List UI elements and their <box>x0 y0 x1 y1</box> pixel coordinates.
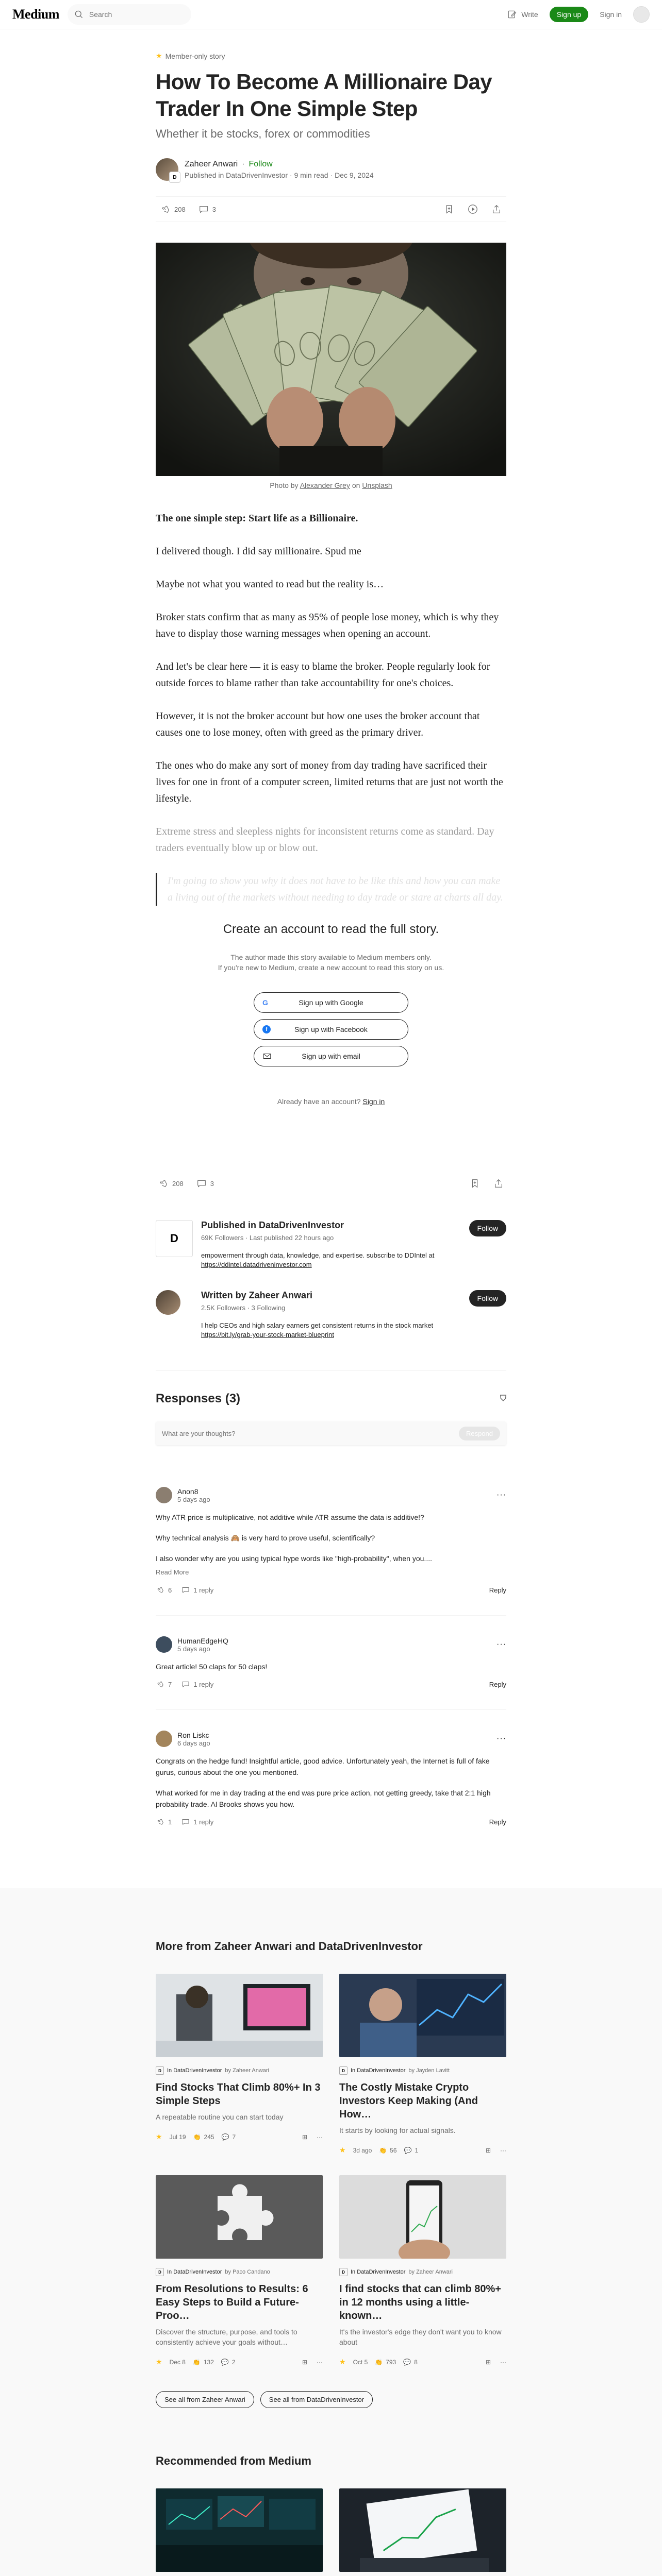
bookmark-icon[interactable]: ⊞ <box>485 2358 491 2366</box>
money-fan-photo <box>156 243 506 476</box>
clap-icon <box>156 1817 165 1826</box>
comment-line: Great article! 50 claps for 50 claps! <box>156 1663 268 1671</box>
card-clap-count: 56 <box>390 2146 397 2154</box>
card-comment-count: 8 <box>414 2358 418 2366</box>
search-icon <box>74 9 84 20</box>
blockquote: I'm going to show you why it does not have to be like this and how you can make a living out of the markets without needing to day trade or stare at charts all day. <box>156 873 506 906</box>
more-options-icon[interactable]: ··· <box>317 2358 323 2366</box>
comment-text <box>156 1755 506 1810</box>
phone-chart-photo <box>339 2175 506 2259</box>
story-thumbnail[interactable] <box>339 2488 506 2572</box>
card-claps <box>375 2359 396 2366</box>
story-card[interactable] <box>156 2488 323 2576</box>
comment-reply-count: 1 reply <box>193 1818 214 1826</box>
bookmark-icon[interactable] <box>469 1178 481 1189</box>
follow-writer-button[interactable]: Follow <box>469 1290 506 1307</box>
google-signup-label: Sign up with Google <box>299 998 363 1007</box>
puzzle-photo <box>156 2175 323 2259</box>
commenter-name[interactable]: Ron Liskc <box>177 1731 209 1739</box>
article-subtitle: Whether it be stocks, forex or commodities <box>156 127 370 140</box>
more-from-title: More from Zaheer Anwari and DataDrivenInvestor <box>156 1940 423 1953</box>
clap-button[interactable] <box>160 204 186 215</box>
article <box>156 29 506 1826</box>
write-button[interactable] <box>507 9 538 20</box>
article-action-bar <box>156 196 506 222</box>
clap-icon <box>158 1178 169 1189</box>
clap-icon <box>160 204 171 215</box>
paragraph: And let's be clear here — it is easy to blame the broker. People regularly look for outside forces to blame rather than take accountability for one's choices. <box>156 661 490 689</box>
comment-line: What worked for me in day trading at the end was pure price action, not getting greedy, take that 2:1 high probability trade. Al Brooks shows you how. <box>156 1789 491 1808</box>
see-all-publication-button[interactable]: See all from DataDrivenInvestor <box>260 2391 373 2408</box>
caption-prefix: Photo by <box>270 481 300 489</box>
clap-count: 208 <box>174 205 186 213</box>
comment-line: Why technical analysis 🙈 is very hard to prove useful, scientifically? <box>156 1534 375 1542</box>
respond-button[interactable]: Respond <box>459 1427 500 1440</box>
card-comment-count: 1 <box>415 2146 419 2154</box>
writer-name[interactable]: Written by Zaheer Anwari <box>201 1290 313 1300</box>
top-bar <box>0 0 662 29</box>
comment-replies-button[interactable] <box>181 1585 213 1595</box>
story-thumbnail[interactable] <box>156 2488 323 2572</box>
comment-replies-button[interactable] <box>181 1680 213 1689</box>
have-account-label: Already have an account? <box>277 1097 363 1106</box>
clap-icon <box>156 1585 165 1595</box>
comment-text <box>156 1512 506 1578</box>
responses-title: Responses (3) <box>156 1392 241 1405</box>
card-clap-count: 245 <box>204 2133 214 2141</box>
star-icon: ★ <box>156 2358 162 2366</box>
more-options-icon[interactable]: ··· <box>500 2358 506 2366</box>
card-date: Oct 5 <box>353 2358 368 2366</box>
email-icon <box>262 1052 272 1061</box>
story-thumbnail[interactable] <box>156 2175 323 2259</box>
card-subtitle: It's the investor's edge they don't want you to know about <box>339 2328 502 2346</box>
email-signup-button[interactable] <box>254 1046 408 1066</box>
card-publication[interactable]: In DataDrivenInvestor <box>351 2269 406 2275</box>
card-clap-count: 132 <box>203 2358 214 2366</box>
commenter-avatar[interactable] <box>156 1636 172 1653</box>
comment-date: 5 days ago <box>177 1495 210 1503</box>
paywall-title: Create an account to read the full story. <box>223 922 439 936</box>
card-author[interactable]: by Paco Candano <box>225 2269 270 2275</box>
star-icon: ★ <box>339 2358 346 2366</box>
writer-card <box>156 1290 506 1340</box>
story-thumbnail[interactable] <box>339 1974 506 2057</box>
star-icon: ★ <box>156 2132 162 2141</box>
clap-icon: 👏 <box>379 2146 387 2154</box>
image-caption <box>156 481 506 489</box>
bookmark-icon[interactable]: ⊞ <box>302 2358 307 2366</box>
response-count: 3 <box>212 205 216 213</box>
search-box[interactable] <box>68 4 191 25</box>
writer-desc <box>201 1321 461 1340</box>
card-title[interactable]: I find stocks that can climb 80%+ in 12 months using a little-known… <box>339 2283 501 2321</box>
responses-button[interactable] <box>198 204 216 215</box>
caption-source-link[interactable]: Unsplash <box>362 481 392 489</box>
publication-meta: 69K Followers · Last published 22 hours ago <box>201 1234 334 1242</box>
paywall-note-line: If you're new to Medium, create a new account to read this story on us. <box>218 963 444 972</box>
publication-icon: D <box>339 2268 347 2276</box>
caption-mid: on <box>350 481 362 489</box>
member-only-label <box>156 52 506 60</box>
paragraph: I delivered though. I did say millionaire. Spud me <box>156 546 361 557</box>
comment-icon <box>198 204 209 215</box>
bookmark-icon[interactable]: ⊞ <box>485 2146 491 2154</box>
comment-line: Congrats on the hedge fund! Insightful article, good advice. Unfortunately yeah, the Internet is full of fake gurus, curious about the one you mentioned. <box>156 1757 490 1776</box>
caption-author-link[interactable]: Alexander Grey <box>300 481 350 489</box>
share-icon[interactable] <box>491 204 502 215</box>
paywall-note <box>156 952 506 973</box>
response-item <box>156 1636 506 1689</box>
comment-icon: 💬 <box>221 2358 229 2366</box>
comment-icon <box>181 1680 190 1689</box>
story-card[interactable] <box>156 2175 323 2366</box>
article-title: How To Become A Millionaire Day Trader In One Simple Step <box>156 70 492 121</box>
paragraph: Broker stats confirm that as many as 95% of people lose money, which is why they have to display those warning messages when opening an account. <box>156 612 499 639</box>
publication-icon: D <box>339 2066 347 2075</box>
paragraph: Maybe not what you wanted to read but the reality is… <box>156 579 384 590</box>
write-icon <box>507 9 517 20</box>
comment-date: 5 days ago <box>177 1645 210 1653</box>
writer-avatar[interactable] <box>156 1290 180 1315</box>
see-all-author-button[interactable]: See all from Zaheer Anwari <box>156 2391 254 2408</box>
card-title[interactable]: The Costly Mistake Crypto Investors Keep Making (And How… <box>339 2082 478 2120</box>
card-title[interactable]: From Resolutions to Results: 6 Easy Steps to Build a Future-Proo… <box>156 2283 308 2321</box>
hero-image <box>156 243 506 476</box>
comment-icon <box>181 1817 190 1826</box>
email-signup-label: Sign up with email <box>302 1052 360 1060</box>
facebook-signup-label: Sign up with Facebook <box>294 1025 368 1033</box>
facebook-signup-button[interactable] <box>254 1019 408 1040</box>
card-publication[interactable]: In DataDrivenInvestor <box>167 2269 222 2275</box>
divider <box>156 1709 506 1710</box>
comment-icon: 💬 <box>404 2146 412 2154</box>
response-input[interactable] <box>162 1430 459 1437</box>
trading-desk-photo <box>156 2488 323 2572</box>
card-claps <box>193 2359 214 2366</box>
commenter-name[interactable]: Anon8 <box>177 1487 198 1496</box>
card-title[interactable]: Find Stocks That Climb 80%+ In 3 Simple Steps <box>156 2082 321 2107</box>
shield-icon[interactable]: ⛉ <box>500 1394 506 1403</box>
writer-link[interactable]: https://bit.ly/grab-your-stock-market-blueprint <box>201 1331 334 1338</box>
desk-photo <box>156 1974 323 2057</box>
more-options-icon[interactable]: ··· <box>500 2146 506 2154</box>
more-options-icon[interactable]: ··· <box>496 1490 506 1499</box>
have-account-text <box>156 1097 506 1106</box>
author-avatar[interactable] <box>156 158 178 181</box>
more-options-icon[interactable]: ··· <box>496 1734 506 1743</box>
trader-photo <box>339 1974 506 2057</box>
card-author[interactable]: by Zaheer Anwari <box>408 2269 453 2275</box>
sign-up-button[interactable]: Sign up <box>550 7 588 22</box>
paragraph: The ones who do make any sort of money from day trading have sacrificed their lives for one in front of a computer screen, limited returns that are just not worth the lifestyle. <box>156 760 503 804</box>
recommended-section <box>156 2408 506 2576</box>
more-from-section <box>0 1888 662 2576</box>
comment-clap-count: 7 <box>168 1680 172 1688</box>
clap-icon: 👏 <box>375 2358 383 2366</box>
clap-icon: 👏 <box>193 2133 201 2141</box>
publication-name[interactable]: Published in DataDrivenInvestor <box>201 1220 344 1230</box>
member-only-text: Member-only story <box>165 52 225 60</box>
author-name[interactable]: Zaheer Anwari <box>185 160 238 168</box>
publication-card <box>156 1220 506 1269</box>
comment-clap-count: 1 <box>168 1818 172 1826</box>
paragraph: The one simple step: Start life as a Billionaire. <box>156 513 358 524</box>
card-comments <box>221 2359 236 2366</box>
card-clap-count: 793 <box>386 2358 396 2366</box>
paywall-sign-in-link[interactable]: Sign in <box>362 1097 385 1106</box>
responses-button-bottom[interactable] <box>196 1178 214 1189</box>
story-card[interactable] <box>339 2175 506 2366</box>
commenter-avatar[interactable] <box>156 1731 172 1747</box>
sign-in-link[interactable]: Sign in <box>600 10 622 19</box>
publish-date: Dec 9, 2024 <box>335 171 374 179</box>
clap-count: 208 <box>172 1179 184 1188</box>
clap-button-bottom[interactable] <box>158 1178 184 1189</box>
comment-clap-button[interactable] <box>156 1585 172 1595</box>
search-input[interactable] <box>89 10 177 19</box>
follow-publication-button[interactable]: Follow <box>469 1220 506 1236</box>
comment-icon: 💬 <box>221 2133 229 2141</box>
card-claps <box>193 2133 214 2141</box>
publication-icon: D <box>156 2268 164 2276</box>
more-options-icon[interactable]: ··· <box>496 1640 506 1649</box>
card-comment-count: 2 <box>231 2358 236 2366</box>
paywall-note-line: The author made this story available to Medium members only. <box>230 953 432 961</box>
response-box[interactable] <box>156 1421 506 1445</box>
bookmark-icon[interactable]: ⊞ <box>302 2133 307 2141</box>
reply-button[interactable]: Reply <box>489 1818 506 1826</box>
comment-icon <box>196 1178 207 1189</box>
laptop-chart-photo <box>339 2488 506 2572</box>
responses-header <box>156 1392 506 1406</box>
comment-text <box>156 1661 506 1672</box>
card-author[interactable]: by Zaheer Anwari <box>225 2067 269 2074</box>
bottom-action-bar <box>156 1178 506 1189</box>
response-item <box>156 1487 506 1595</box>
paragraph: Extreme stress and sleepless nights for inconsistent returns come as standard. Day traders eventually blow up or blow out. <box>156 826 494 854</box>
divider <box>156 1370 506 1371</box>
publication-logo[interactable]: D <box>156 1220 193 1257</box>
publication-icon: D <box>156 2066 164 2075</box>
play-icon[interactable] <box>467 204 478 215</box>
card-comments <box>404 2147 419 2154</box>
article-body <box>156 510 506 906</box>
comment-clap-button[interactable] <box>156 1817 172 1826</box>
read-more-link[interactable]: Read More <box>156 1568 189 1576</box>
share-icon[interactable] <box>493 1178 504 1189</box>
comment-date: 6 days ago <box>177 1739 210 1747</box>
card-author[interactable]: by Jayden Lavitt <box>408 2067 450 2074</box>
publication-link[interactable]: https://ddintel.datadriveninvestor.com <box>201 1261 312 1268</box>
facebook-icon: f <box>262 1025 271 1033</box>
user-avatar-icon[interactable] <box>633 6 650 23</box>
card-claps <box>379 2147 396 2154</box>
story-thumbnail[interactable] <box>339 2175 506 2259</box>
story-card[interactable] <box>339 1974 506 2155</box>
follow-author-link[interactable]: Follow <box>249 160 273 168</box>
reply-button[interactable]: Reply <box>489 1586 506 1594</box>
story-card[interactable] <box>156 1974 323 2155</box>
write-label: Write <box>521 10 538 19</box>
more-options-icon[interactable]: ··· <box>317 2133 323 2141</box>
comment-clap-button[interactable] <box>156 1680 172 1689</box>
commenter-avatar[interactable] <box>156 1487 172 1503</box>
writer-meta: 2.5K Followers · 3 Following <box>201 1304 286 1312</box>
star-icon: ★ <box>339 2146 346 2154</box>
read-time: 9 min read <box>294 171 328 179</box>
card-comment-count: 7 <box>232 2133 236 2141</box>
card-subtitle: Discover the structure, purpose, and tools to consistently achieve your goals without… <box>156 2328 297 2346</box>
commenter-name[interactable]: HumanEdgeHQ <box>177 1636 228 1645</box>
card-publication[interactable]: In DataDrivenInvestor <box>351 2067 406 2074</box>
writer-desc-text: I help CEOs and high salary earners get consistent returns in the stock market <box>201 1321 434 1329</box>
comment-line: I also wonder why are you using typical hype words like "high-probability", when you.... <box>156 1554 432 1563</box>
publication-badge-icon[interactable]: D <box>169 172 180 183</box>
google-signup-button[interactable] <box>254 992 408 1013</box>
divider <box>156 1615 506 1616</box>
comment-clap-count: 6 <box>168 1586 172 1594</box>
card-comments <box>222 2133 236 2141</box>
card-comments <box>403 2359 418 2366</box>
comment-reply-count: 1 reply <box>193 1680 214 1688</box>
byline: D Zaheer Anwari · Follow Published in DataDrivenInvestor · 9 min read · Dec 9, 2024 <box>156 158 506 181</box>
comment-line: Why ATR price is multiplicative, not additive while ATR assume the data is additive!? <box>156 1513 424 1521</box>
responses-section <box>156 1392 506 1826</box>
recommended-title: Recommended from Medium <box>156 2454 311 2467</box>
publication-desc-text: empowerment through data, knowledge, and expertise. subscribe to DDIntel at <box>201 1251 435 1259</box>
google-icon: G <box>262 998 268 1007</box>
published-in[interactable]: Published in DataDrivenInvestor <box>185 171 288 179</box>
bookmark-icon[interactable] <box>443 204 455 215</box>
comment-icon: 💬 <box>403 2358 411 2366</box>
comment-icon <box>181 1585 190 1595</box>
card-subtitle: It starts by looking for actual signals. <box>339 2126 456 2134</box>
star-icon: ★ <box>156 52 162 60</box>
comment-reply-count: 1 reply <box>193 1586 214 1594</box>
card-date: 3d ago <box>353 2146 372 2154</box>
clap-icon <box>156 1680 165 1689</box>
card-date: Jul 19 <box>169 2133 186 2141</box>
medium-logo[interactable]: Medium <box>12 7 59 22</box>
reply-button[interactable]: Reply <box>489 1680 506 1688</box>
story-card[interactable] <box>339 2488 506 2576</box>
story-thumbnail[interactable] <box>156 1974 323 2057</box>
response-count: 3 <box>210 1179 214 1188</box>
publication-desc <box>201 1251 461 1269</box>
paragraph: However, it is not the broker account but how one uses the broker account that causes one to lose money, often with greed as the primary driver. <box>156 710 480 738</box>
paywall <box>156 922 506 1106</box>
card-subtitle: A repeatable routine you can start today <box>156 2113 284 2121</box>
comment-replies-button[interactable] <box>181 1817 213 1826</box>
clap-icon: 👏 <box>192 2358 201 2366</box>
card-date: Dec 8 <box>169 2358 186 2366</box>
card-publication[interactable]: In DataDrivenInvestor <box>167 2067 222 2074</box>
response-item <box>156 1731 506 1826</box>
